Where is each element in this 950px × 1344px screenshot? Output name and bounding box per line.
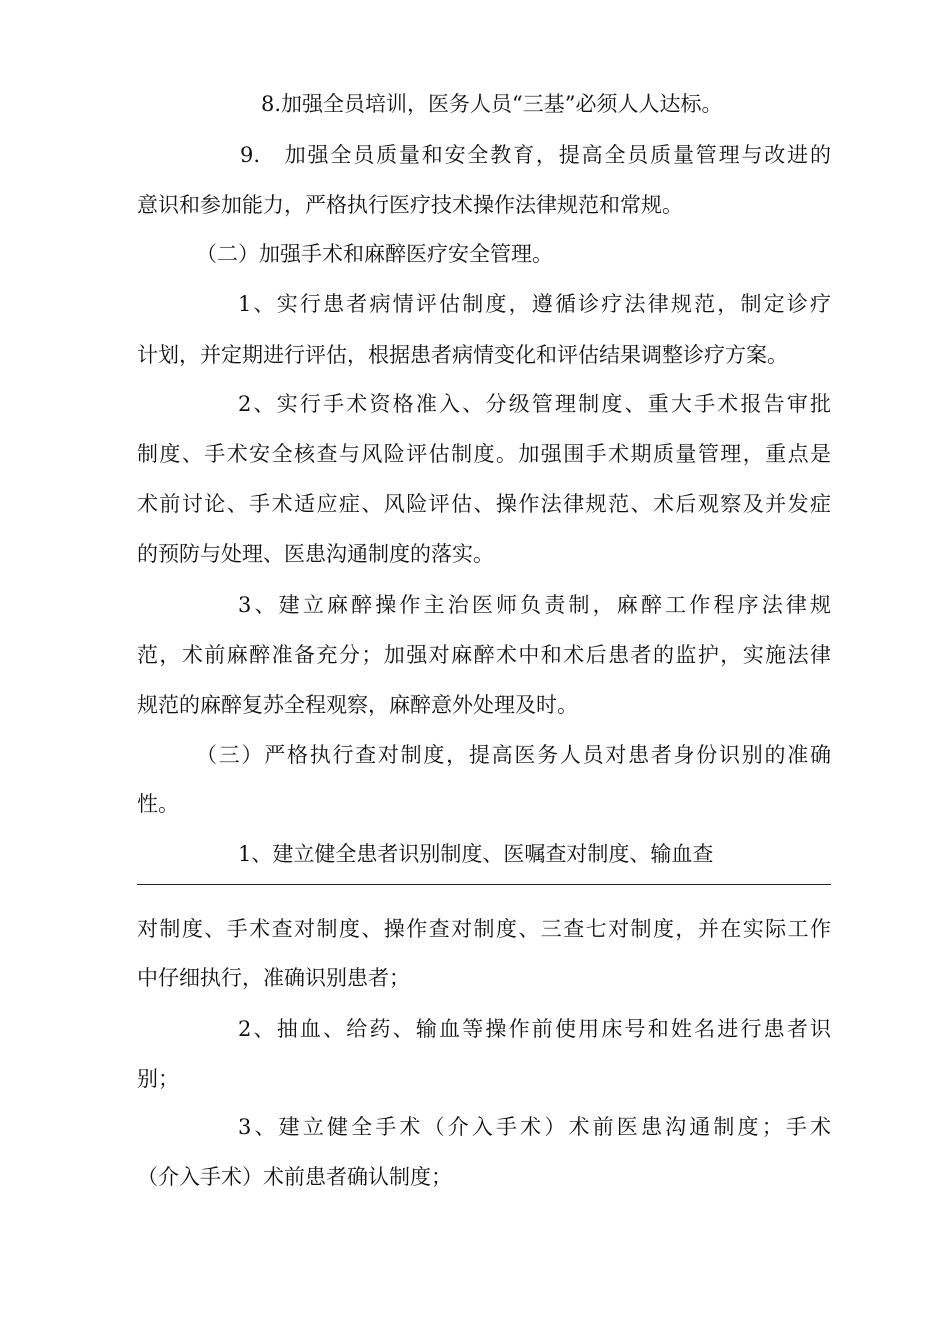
paragraph-line: 中仔细执行，准确识别患者；	[137, 966, 410, 990]
paragraph-line: 3、建立健全手术（介入手术）术前医患沟通制度；手术	[238, 1115, 831, 1139]
paragraph-line: 规范的麻醉复苏全程观察，麻醉意外处理及时。	[137, 693, 578, 717]
paragraph-line: 9. 加强全员质量和安全教育，提高全员质量管理与改进的	[240, 143, 831, 167]
paragraph-line: 2、实行手术资格准入、分级管理制度、重大手术报告审批	[238, 392, 831, 416]
paragraph-line: 的预防与处理、医患沟通制度的落实。	[137, 542, 494, 566]
paragraph-line: 对制度、手术查对制度、操作查对制度、三查七对制度，并在实际工作	[137, 917, 831, 941]
paragraph-line: 8.加强全员培训，医务人员“三基”必须人人达标。	[261, 92, 723, 116]
paragraph-line: 1、建立健全患者识别制度、医嘱查对制度、输血查	[238, 842, 714, 866]
paragraph-line: 1、实行患者病情评估制度，遵循诊疗法律规范，制定诊疗	[238, 292, 831, 316]
paragraph-line: 制度、手术安全核查与风险评估制度。加强围手术期质量管理，重点是	[137, 442, 831, 466]
paragraph-line: 2、抽血、给药、输血等操作前使用床号和姓名进行患者识	[238, 1017, 831, 1041]
paragraph-line: 别；	[137, 1067, 179, 1091]
paragraph-line: 范，术前麻醉准备充分；加强对麻醉术中和术后患者的监护，实施法律	[137, 643, 831, 667]
section-heading: （二）加强手术和麻醉医疗安全管理。	[196, 242, 553, 266]
section-heading: （三）严格执行查对制度，提高医务人员对患者身份识别的准确	[196, 743, 831, 767]
paragraph-line: 意识和参加能力，严格执行医疗技术操作法律规范和常规。	[137, 193, 683, 217]
section-heading: 性。	[137, 792, 179, 816]
paragraph-line: 计划，并定期进行评估，根据患者病情变化和评估结果调整诊疗方案。	[137, 343, 788, 367]
paragraph-line: （介入手术）术前患者确认制度；	[137, 1165, 452, 1189]
paragraph-line: 3、建立麻醉操作主治医师负责制，麻醉工作程序法律规	[238, 593, 831, 617]
paragraph-line: 术前讨论、手术适应症、风险评估、操作法律规范、术后观察及并发症	[137, 492, 831, 516]
page-divider	[137, 884, 831, 885]
